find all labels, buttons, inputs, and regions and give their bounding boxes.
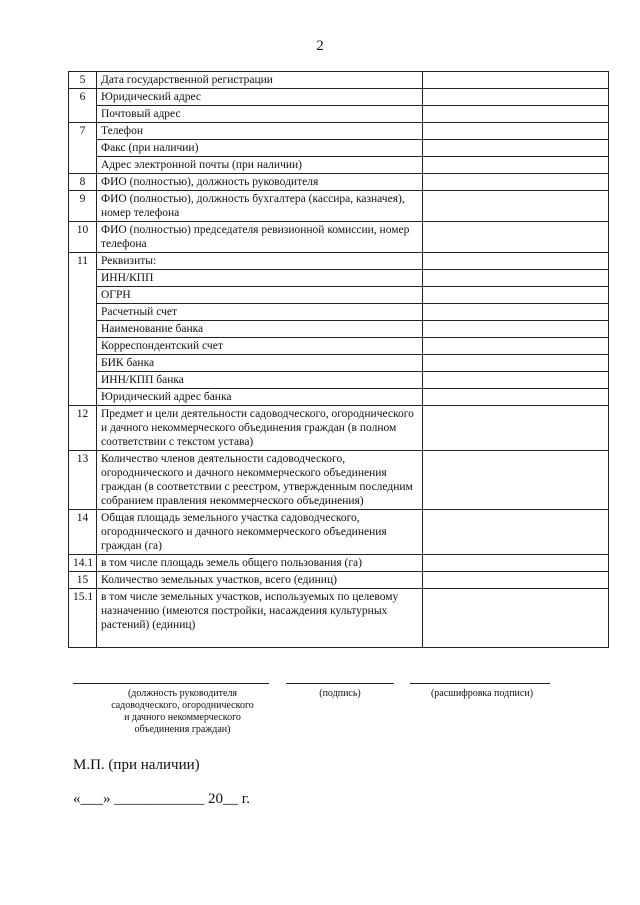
table-row	[69, 106, 609, 123]
row-label: в том числе земельных участков, используемых по целевому назначению (имеются постройки, насаждения культурных растений) (единиц)	[97, 589, 423, 648]
row-number: 8	[69, 174, 97, 191]
row-label: ФИО (полностью), должность руководителя	[97, 174, 423, 191]
row-value-cell[interactable]	[423, 222, 609, 253]
table-row	[69, 338, 609, 355]
table-row	[69, 253, 609, 270]
table-row	[69, 355, 609, 372]
table-row	[69, 191, 609, 222]
row-value-cell[interactable]	[423, 270, 609, 287]
row-label: Телефон	[97, 123, 423, 140]
row-label: Факс (при наличии)	[97, 140, 423, 157]
row-label: ИНН/КПП банка	[97, 372, 423, 389]
registration-form-table	[68, 71, 609, 648]
row-number: 6	[69, 89, 97, 123]
page-number: 2	[316, 38, 324, 54]
table-row	[69, 406, 609, 451]
row-value-cell[interactable]	[423, 89, 609, 106]
row-value-cell[interactable]	[423, 355, 609, 372]
row-value-cell[interactable]	[423, 451, 609, 510]
row-value-cell[interactable]	[423, 510, 609, 555]
row-value-cell[interactable]	[423, 174, 609, 191]
table-row	[69, 555, 609, 572]
row-label: Количество земельных участков, всего (единиц)	[97, 572, 423, 589]
table-row	[69, 372, 609, 389]
position-signature-line[interactable]	[73, 683, 269, 684]
row-number: 15.1	[69, 589, 97, 648]
table-row	[69, 72, 609, 89]
row-label: ОГРН	[97, 287, 423, 304]
row-number: 9	[69, 191, 97, 222]
table-row	[69, 389, 609, 406]
table-row	[69, 157, 609, 174]
table-row	[69, 270, 609, 287]
table-row	[69, 321, 609, 338]
signature-line[interactable]	[286, 683, 394, 684]
table-row	[69, 510, 609, 555]
row-value-cell[interactable]	[423, 106, 609, 123]
table-row	[69, 140, 609, 157]
row-number: 15	[69, 572, 97, 589]
position-caption: (должность руководителя садоводческого, огороднического и дачного некоммерческого объединения граждан)	[111, 688, 254, 735]
row-label: Количество членов деятельности садоводческого, огороднического и дачного некоммерческого объединения граждан (в соответствии с реестром, утвержденным последним собранием правления некоммерческого объединения)	[97, 451, 423, 510]
row-number: 10	[69, 222, 97, 253]
row-number: 12	[69, 406, 97, 451]
date-line[interactable]: «___» ____________ 20__ г.	[73, 791, 250, 807]
row-value-cell[interactable]	[423, 338, 609, 355]
table-row	[69, 222, 609, 253]
table-row	[69, 304, 609, 321]
row-label: Предмет и цели деятельности садоводческого, огороднического и дачного некоммерческого объединения граждан (в полном соответствии с текстом устава)	[97, 406, 423, 451]
name-caption: (расшифровка подписи)	[430, 688, 534, 699]
table-row	[69, 174, 609, 191]
row-label: Юридический адрес	[97, 89, 423, 106]
row-label: Адрес электронной почты (при наличии)	[97, 157, 423, 174]
row-value-cell[interactable]	[423, 555, 609, 572]
table-row	[69, 123, 609, 140]
row-value-cell[interactable]	[423, 372, 609, 389]
row-number: 13	[69, 451, 97, 510]
row-value-cell[interactable]	[423, 572, 609, 589]
table-row	[69, 451, 609, 510]
row-label: Наименование банка	[97, 321, 423, 338]
row-number: 14	[69, 510, 97, 555]
row-label: Общая площадь земельного участка садоводческого, огороднического и дачного некоммерческого объединения граждан (га)	[97, 510, 423, 555]
row-value-cell[interactable]	[423, 589, 609, 648]
row-label: ФИО (полностью) председателя ревизионной комиссии, номер телефона	[97, 222, 423, 253]
row-value-cell[interactable]	[423, 287, 609, 304]
row-label: Почтовый адрес	[97, 106, 423, 123]
row-value-cell[interactable]	[423, 321, 609, 338]
row-label: в том числе площадь земель общего пользования (га)	[97, 555, 423, 572]
row-label: ИНН/КПП	[97, 270, 423, 287]
row-value-cell[interactable]	[423, 304, 609, 321]
name-decoding-line[interactable]	[410, 683, 550, 684]
row-value-cell[interactable]	[423, 157, 609, 174]
row-label: БИК банка	[97, 355, 423, 372]
row-label: Расчетный счет	[97, 304, 423, 321]
row-label: Дата государственной регистрации	[97, 72, 423, 89]
row-label: Корреспондентский счет	[97, 338, 423, 355]
table-row	[69, 572, 609, 589]
table-row	[69, 287, 609, 304]
row-value-cell[interactable]	[423, 140, 609, 157]
row-value-cell[interactable]	[423, 406, 609, 451]
row-value-cell[interactable]	[423, 389, 609, 406]
row-number: 14.1	[69, 555, 97, 572]
stamp-placeholder: М.П. (при наличии)	[73, 757, 200, 773]
table-row	[69, 589, 609, 648]
row-label: Реквизиты:	[97, 253, 423, 270]
row-number: 5	[69, 72, 97, 89]
row-label: ФИО (полностью), должность бухгалтера (кассира, казначея), номер телефона	[97, 191, 423, 222]
table-row	[69, 89, 609, 106]
row-value-cell[interactable]	[423, 191, 609, 222]
row-value-cell[interactable]	[423, 253, 609, 270]
row-label: Юридический адрес банка	[97, 389, 423, 406]
row-value-cell[interactable]	[423, 72, 609, 89]
row-value-cell[interactable]	[423, 123, 609, 140]
row-number: 7	[69, 123, 97, 174]
row-number: 11	[69, 253, 97, 406]
signature-caption: (подпись)	[319, 688, 361, 699]
